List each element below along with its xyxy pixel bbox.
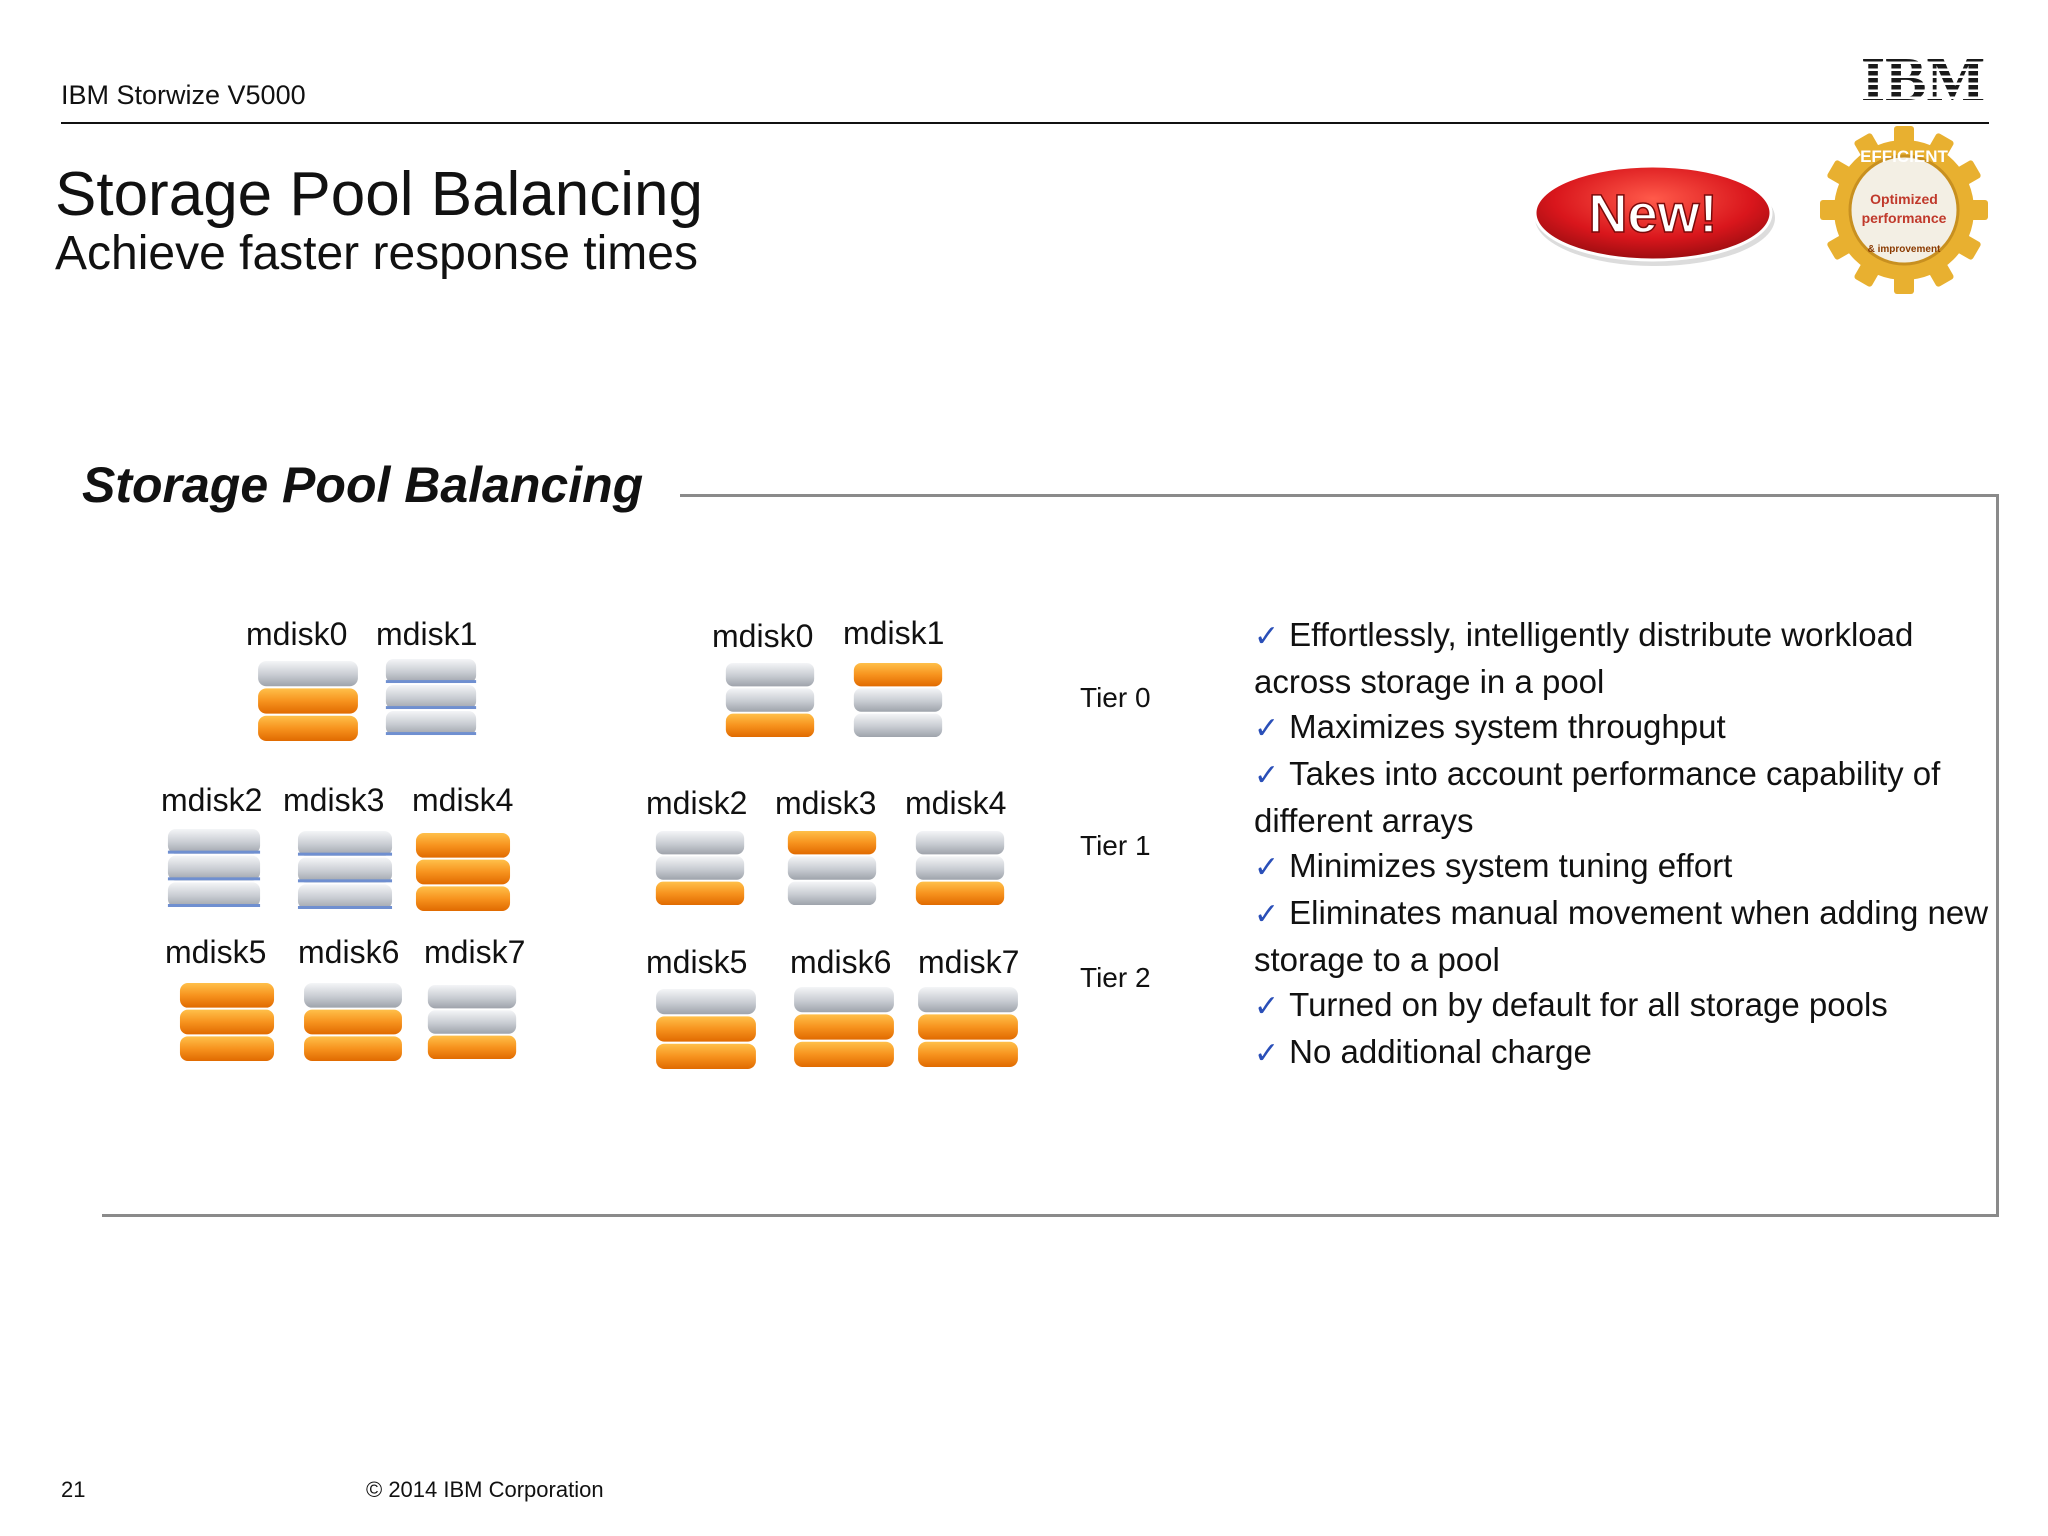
before-mdisk6-stack-icon [302, 982, 404, 1062]
after-tier2-label-mdisk5: mdisk5 [646, 944, 748, 980]
svg-text:New!: New! [1588, 184, 1718, 244]
before-tier2-label-mdisk7: mdisk7 [424, 934, 526, 970]
page-number: 21 [61, 1477, 86, 1502]
svg-text:Optimized: Optimized [1870, 191, 1938, 207]
benefit-item: ✓ Takes into account performance capability of different arrays [1254, 755, 1941, 839]
benefit-item: ✓ Effortlessly, intelligently distribute workload across storage in a pool [1254, 616, 1914, 700]
after-tier1-label-mdisk3: mdisk3 [775, 785, 877, 821]
tier1-label: Tier 1 [1080, 830, 1151, 861]
before-mdisk4-stack-icon [414, 832, 512, 912]
checkmark-icon: ✓ [1254, 851, 1280, 884]
svg-text:performance: performance [1861, 210, 1947, 226]
before-tier0-label-mdisk0: mdisk0 [246, 616, 348, 652]
after-tier2-label-mdisk7: mdisk7 [918, 944, 1020, 980]
checkmark-icon: ✓ [1254, 759, 1280, 792]
ibm-logo [1856, 50, 1990, 106]
header-divider [61, 122, 1989, 124]
after-tier0-label-mdisk1: mdisk1 [843, 615, 945, 651]
panel-title: Storage Pool Balancing [82, 457, 644, 513]
panel-border-top [680, 494, 1998, 497]
panel-border-bottom [102, 1214, 1999, 1217]
after-mdisk2-stack-icon [654, 830, 746, 906]
before-mdisk3-stack-icon [296, 830, 394, 910]
after-mdisk1-stack-icon [852, 662, 944, 738]
before-mdisk1-stack-icon [384, 658, 478, 736]
tier0-label: Tier 0 [1080, 682, 1151, 713]
benefit-item: ✓ Turned on by default for all storage pools [1254, 986, 1888, 1023]
svg-text:& improvement: & improvement [1867, 244, 1941, 255]
before-mdisk0-stack-icon [256, 660, 360, 742]
after-mdisk5-stack-icon [654, 988, 758, 1070]
before-mdisk2-stack-icon [166, 828, 262, 908]
checkmark-icon: ✓ [1254, 898, 1280, 931]
before-tier1-label-mdisk4: mdisk4 [412, 782, 514, 818]
benefit-item: ✓ Minimizes system tuning effort [1254, 847, 1733, 884]
new-badge [1530, 158, 1780, 268]
after-tier1-label-mdisk4: mdisk4 [905, 785, 1007, 821]
before-mdisk5-stack-icon [178, 982, 276, 1062]
checkmark-icon: ✓ [1254, 1037, 1280, 1070]
benefit-item: ✓ No additional charge [1254, 1033, 1592, 1070]
tier2-label: Tier 2 [1080, 962, 1151, 993]
after-mdisk7-stack-icon [916, 986, 1020, 1068]
checkmark-icon: ✓ [1254, 620, 1280, 653]
before-tier2-label-mdisk6: mdisk6 [298, 934, 400, 970]
efficient-gear-badge [1816, 122, 1992, 298]
after-tier2-label-mdisk6: mdisk6 [790, 944, 892, 980]
before-tier1-label-mdisk3: mdisk3 [283, 782, 385, 818]
after-mdisk6-stack-icon [792, 986, 896, 1068]
after-mdisk0-stack-icon [724, 662, 816, 738]
after-mdisk4-stack-icon [914, 830, 1006, 906]
header-product-name: IBM Storwize V5000 [61, 80, 306, 110]
checkmark-icon: ✓ [1254, 712, 1280, 745]
checkmark-icon: ✓ [1254, 990, 1280, 1023]
slide-subtitle: Achieve faster response times [55, 227, 698, 280]
after-tier0-label-mdisk0: mdisk0 [712, 618, 814, 654]
after-mdisk3-stack-icon [786, 830, 878, 906]
svg-text:IBM: IBM [1861, 50, 1985, 106]
slide-title: Storage Pool Balancing [55, 160, 704, 229]
benefit-item: ✓ Eliminates manual movement when adding new storage to a pool [1254, 894, 1989, 978]
copyright: © 2014 IBM Corporation [366, 1477, 604, 1502]
benefit-list [1254, 612, 1994, 1076]
before-tier2-label-mdisk5: mdisk5 [165, 934, 267, 970]
benefit-item: ✓ Maximizes system throughput [1254, 708, 1726, 745]
svg-text:EFFICIENT: EFFICIENT [1860, 147, 1948, 166]
before-tier1-label-mdisk2: mdisk2 [161, 782, 263, 818]
before-mdisk7-stack-icon [426, 984, 518, 1060]
after-tier1-label-mdisk2: mdisk2 [646, 785, 748, 821]
before-tier0-label-mdisk1: mdisk1 [376, 616, 478, 652]
panel-border-right [1996, 494, 1999, 1216]
